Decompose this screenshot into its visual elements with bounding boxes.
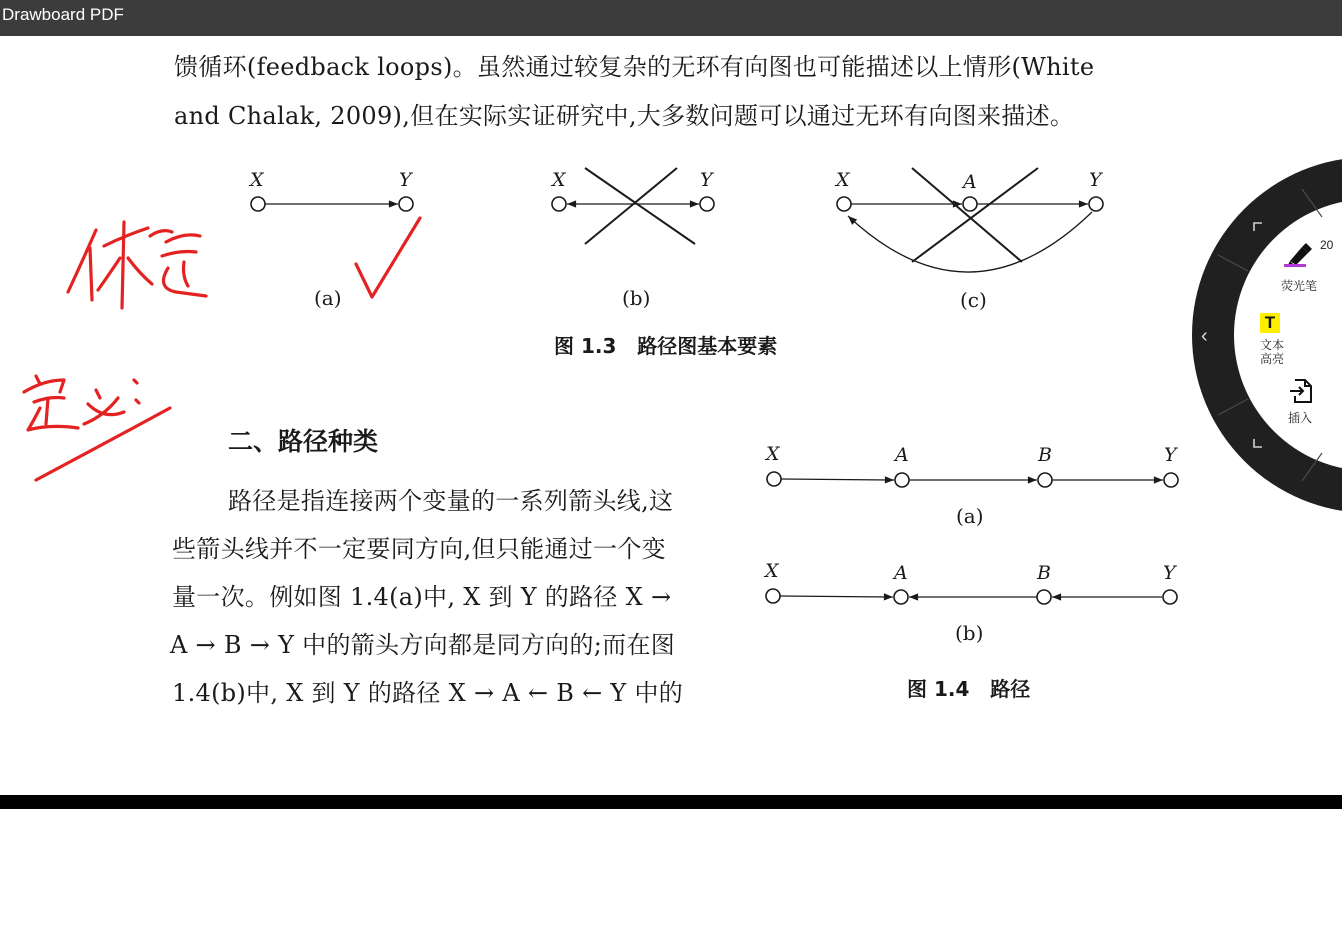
fig14a-node-x [767, 472, 781, 486]
highlighter-size: 20 [1320, 238, 1334, 252]
fig13b-cross-line-2 [585, 168, 677, 244]
insert-tool-button[interactable] [1278, 377, 1322, 427]
fig13c-label-x: X [836, 169, 850, 191]
para1-line2: and Chalak, 2009),但在实际实证研究中,大多数问题可以通过无环有向图来描述。 [174, 102, 1075, 130]
fig14a-label-x: X [766, 443, 780, 465]
fig13a-diagram [251, 197, 413, 211]
fig13c-edge-y-x-curve [848, 212, 1092, 272]
ink-underline-stroke [36, 408, 170, 480]
fig14b-node-a [894, 590, 908, 604]
fig13a-node-x [251, 197, 265, 211]
fig14b-node-b [1037, 590, 1051, 604]
page-separator [0, 795, 1342, 809]
fig14a-diagram [767, 472, 1178, 487]
fig14b-label-b: B [1037, 562, 1051, 584]
fig13c-node-a [963, 197, 977, 211]
fig13b-diagram [552, 168, 714, 244]
ink-handwriting-tihui [68, 222, 206, 308]
text-highlight-tool-button[interactable] [1248, 312, 1298, 370]
fig14a-sublabel: (a) [956, 504, 984, 528]
fig13c-sublabel: (c) [960, 288, 987, 312]
fig13-caption: 图 1.3 路径图基本要素 [554, 334, 778, 358]
fig13c-node-x [837, 197, 851, 211]
fig14b-label-x: X [765, 560, 779, 582]
fig14a-label-y: Y [1164, 444, 1177, 466]
highlighter-label: 荧光笔 [1281, 279, 1318, 293]
fig14a-node-b [1038, 473, 1052, 487]
fig14a-label-a: A [895, 444, 909, 466]
para2-line5: 1.4(b)中, X 到 Y 的路径 X → A ← B ← Y 中的 [172, 679, 684, 707]
para1-line1: 馈循环(feedback loops)。虽然通过较复杂的无环有向图也可能描述以上情形(White [174, 53, 1095, 81]
highlighter-color-swatch [1284, 264, 1306, 267]
fig14b-node-x [766, 589, 780, 603]
fig14b-diagram [766, 589, 1177, 604]
fig14b-label-y: Y [1163, 562, 1176, 584]
fig13a-sublabel: (a) [314, 286, 342, 310]
fig14-caption: 图 1.4 路径 [907, 677, 1031, 701]
ink-handwriting-dingyi [24, 376, 139, 430]
text-highlight-icon: T [1260, 313, 1280, 333]
insert-page-icon [1288, 377, 1314, 405]
fig14b-label-a: A [894, 562, 908, 584]
next-page[interactable] [0, 809, 1342, 942]
fig13c-label-y: Y [1089, 169, 1102, 191]
highlighter-tool-button[interactable] [1272, 235, 1332, 295]
section-heading: 二、路径种类 [228, 427, 379, 456]
fig14b-node-y [1163, 590, 1177, 604]
para2-line2: 些箭头线并不一定要同方向,但只能通过一个变 [172, 535, 666, 563]
tool-wheel[interactable] [1190, 155, 1342, 515]
text-highlight-label-line2: 高亮 [1260, 352, 1285, 366]
fig13c-label-a: A [963, 171, 977, 193]
fig14a-label-b: B [1038, 444, 1052, 466]
fig13c-node-y [1089, 197, 1103, 211]
fig13b-label-x: X [552, 169, 566, 191]
fig14a-node-a [895, 473, 909, 487]
para2-line3: 量一次。例如图 1.4(a)中, X 到 Y 的路径 X → [172, 583, 672, 611]
ink-checkmark [356, 218, 420, 297]
fig13b-label-y: Y [700, 169, 713, 191]
para2-line4: A → B → Y 中的箭头方向都是同方向的;而在图 [170, 631, 676, 659]
fig13b-sublabel: (b) [622, 286, 651, 310]
fig13a-label-y: Y [399, 169, 412, 191]
fig14a-node-y [1164, 473, 1178, 487]
fig14b-sublabel: (b) [955, 621, 984, 645]
wheel-collapse-button[interactable]: ‹ [1201, 325, 1208, 347]
app-title: Drawboard PDF [2, 5, 124, 24]
fig13a-node-y [399, 197, 413, 211]
insert-label: 插入 [1288, 411, 1313, 425]
para2-line1: 路径是指连接两个变量的一系列箭头线,这 [228, 487, 674, 515]
fig13b-cross-line-1 [585, 168, 695, 244]
fig14b-edge-x-a [780, 596, 893, 597]
fig14a-edge-x-a [781, 479, 894, 480]
text-highlight-label-line1: 文本 [1260, 338, 1285, 352]
fig13b-node-y [700, 197, 714, 211]
fig13a-label-x: X [250, 169, 264, 191]
fig13b-node-x [552, 197, 566, 211]
